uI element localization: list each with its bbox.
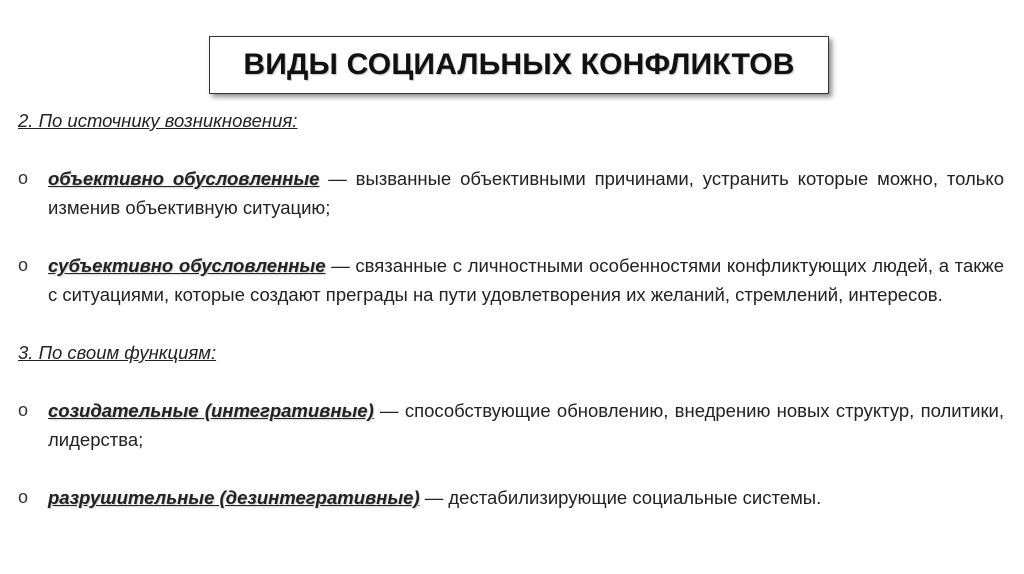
bullet-icon: o [18, 255, 29, 275]
definition: — дестабилизирующие социальные системы. [419, 487, 822, 508]
list-item-text [48, 164, 1004, 222]
spacer [18, 222, 1004, 251]
list-item [18, 251, 1004, 309]
slide-content [18, 106, 1004, 512]
definition: — способствующие обновлению, внедрению новых структур, политики, лидерства; [48, 400, 1005, 450]
list-item [18, 483, 1004, 512]
page-title: ВИДЫ СОЦИАЛЬНЫХ КОНФЛИКТОВ [243, 48, 795, 81]
list-item [18, 396, 1004, 454]
definition: — вызванные объективными причинами, устранить которые можно, только изменив объективную ситуацию; [48, 168, 1004, 218]
term: субъективно обусловленные [48, 255, 326, 276]
definition: — связанные с личностными особенностями конфликтующих людей, а также с ситуациями, которые создают преграды на пути удовлетворения их желаний, стремлений, интересов. [48, 255, 1004, 305]
list-item-text [48, 396, 1004, 454]
term: объективно обусловленные [48, 168, 320, 189]
spacer [18, 135, 1004, 164]
term: созидательные (интегративные) [48, 400, 374, 421]
bullet-icon: o [18, 487, 29, 507]
section-heading-source: 2. По источнику возникновения: [18, 110, 298, 131]
spacer [18, 454, 1004, 483]
spacer [18, 309, 1004, 338]
spacer [18, 367, 1004, 396]
section-heading-functions: 3. По своим функциям: [18, 342, 217, 363]
list-item-text [48, 483, 1004, 512]
bullet-icon: o [18, 400, 29, 420]
title-box [209, 36, 829, 94]
list-item [18, 164, 1004, 222]
bullet-icon: o [18, 168, 29, 188]
term: разрушительные (дезинтегративные) [48, 487, 420, 508]
list-item-text [48, 251, 1004, 309]
